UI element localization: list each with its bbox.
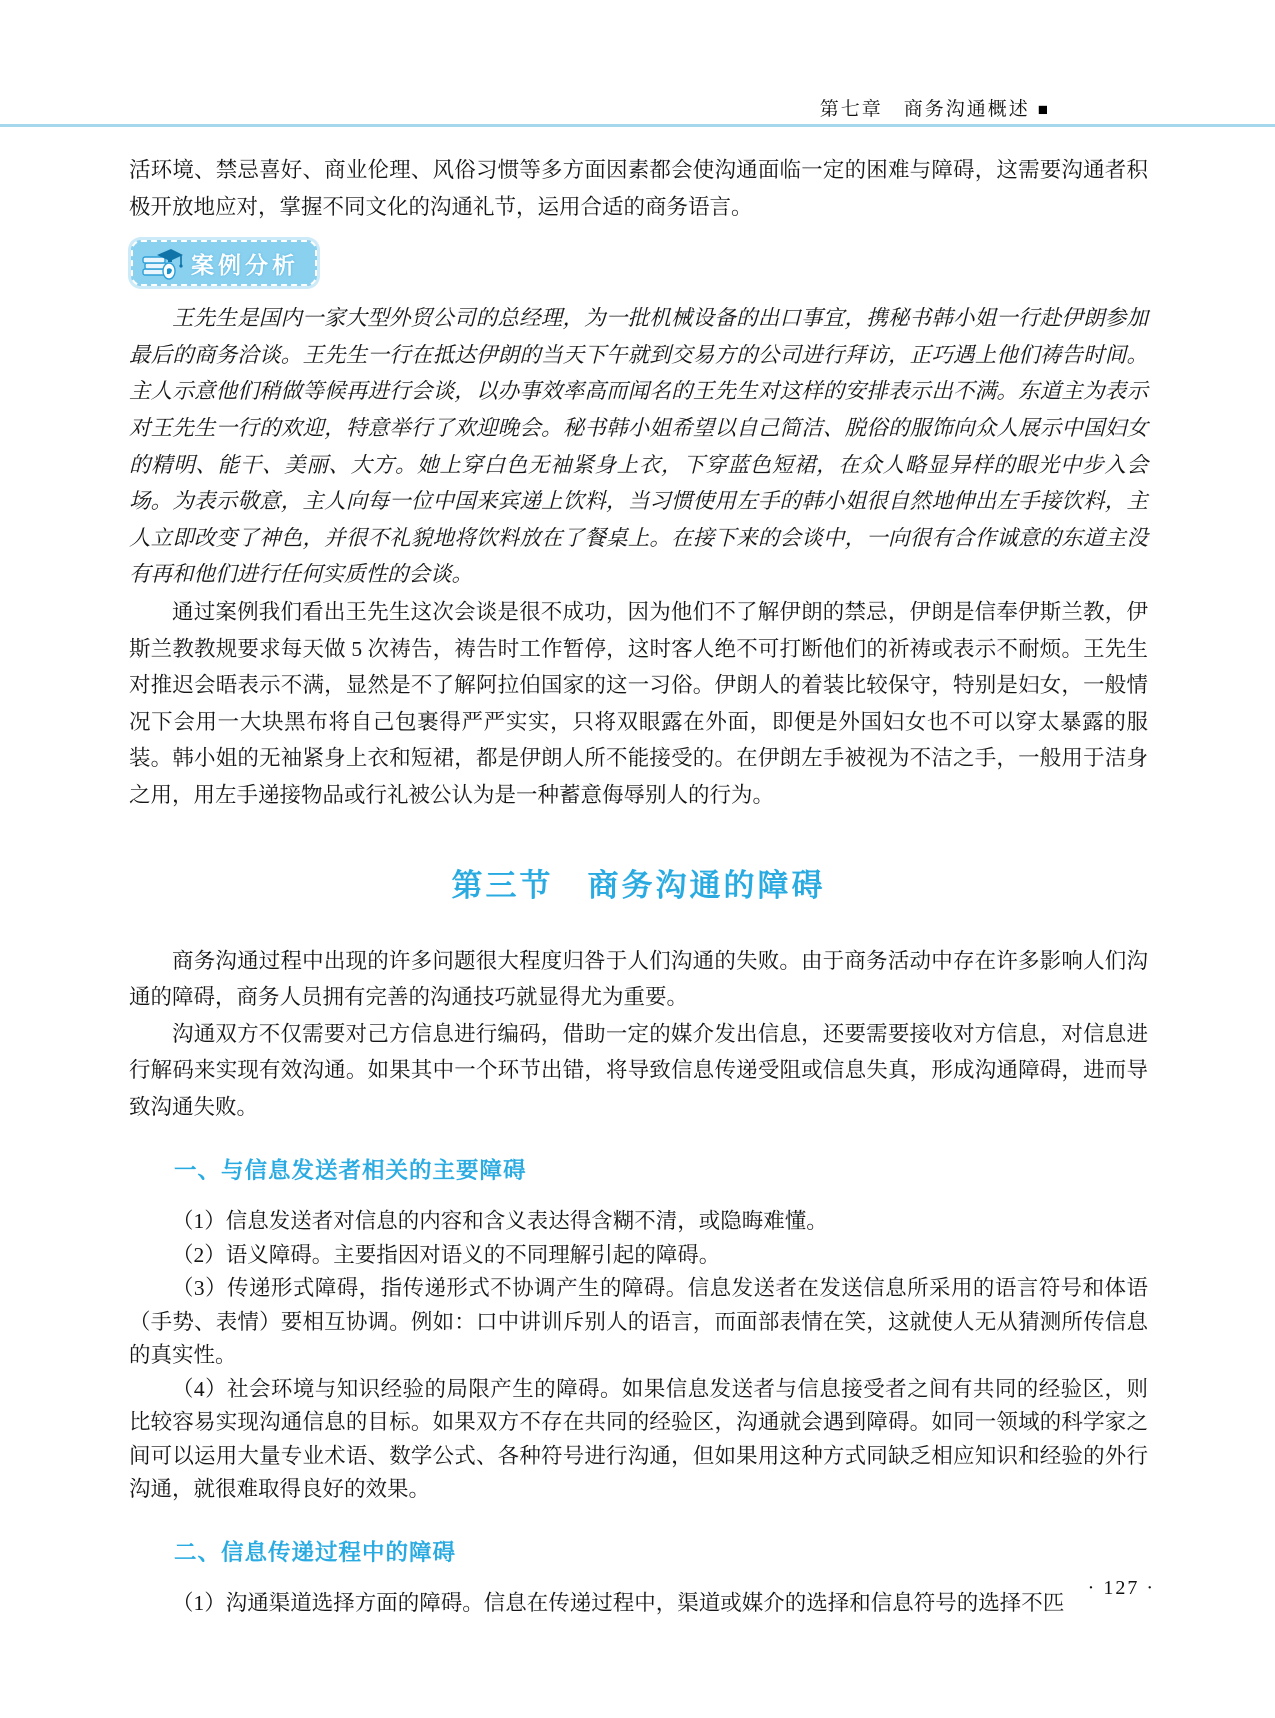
subheading-sender-barriers: 一、与信息发送者相关的主要障碍 <box>174 1158 527 1184</box>
list-item: （4）社会环境与知识经验的局限产生的障碍。如果信息发送者与信息接受者之间有共同的经验区，则比较容易实现沟通信息的目标。如果双方不存在共同的经验区，沟通就会遇到障碍。如同一领域的科学家之间可以运用大量专业术语、数学公式、各种符号进行沟通，但如果用这种方式同缺乏相应知识和经验的外行沟通，就很难取得良好的效果。 <box>129 1376 1148 1502</box>
section-paragraph: 商务沟通过程中出现的许多问题很大程度归咎于人们沟通的失败。由于商务活动中存在许多影响人们沟通的障碍，商务人员拥有完善的沟通技巧就显得尤为重要。 <box>129 948 1148 1010</box>
case-analysis-badge <box>131 240 317 286</box>
subheading-transmission-barriers: 二、信息传递过程中的障碍 <box>174 1539 457 1565</box>
list-item: （1）信息发送者对信息的内容和含义表达得含糊不清，或隐晦难懂。 <box>172 1209 828 1234</box>
page-content <box>129 152 1148 1620</box>
books-graduation-cap-icon <box>141 245 183 281</box>
case-analysis-badge-label: 案例分析 <box>191 251 299 278</box>
chapter-title: 第七章 商务沟通概述 <box>819 99 1030 120</box>
case-story-paragraph: 王先生是国内一家大型外贸公司的总经理，为一批机械设备的出口事宜，携秘书韩小姐一行赴伊朗参加最后的商务洽谈。王先生一行在抵达伊朗的当天下午就到交易方的公司进行拜访，正巧遇上他们祷告时间。主人示意他们稍做等候再进行会谈，以办事效率高而闻名的王先生对这样的安排表示出不满。东道主为表示对王先生一行的欢迎，特意举行了欢迎晚会。秘书韩小姐希望以自己简洁、脱俗的服饰向众人展示中国妇女的精明、能干、美丽、大方。她上穿白色无袖紧身上衣，下穿蓝色短裙，在众人略显异样的眼光中步入会场。为表示敬意，主人向每一位中国来宾递上饮料，当习惯使用左手的韩小姐很自然地伸出左手接饮料，主人立即改变了神色，并很不礼貌地将饮料放在了餐桌上。在接下来的会谈中，一向很有合作诚意的东道主没有再和他们进行任何实质性的会谈。 <box>129 306 1148 587</box>
chapter-marker-square: ■ <box>1037 100 1050 119</box>
section-title: 第三节 商务沟通的障碍 <box>451 867 826 903</box>
header-rule <box>0 124 1275 127</box>
case-analysis-paragraph: 通过案例我们看出王先生这次会谈是很不成功，因为他们不了解伊朗的禁忌，伊朗是信奉伊斯兰教，伊斯兰教教规要求每天做 5 次祷告，祷告时工作暂停，这时客人绝不可打断他们的祈祷或表示不耐烦。王先生对推迟会晤表示不满，显然是不了解阿拉伯国家的这一习俗。伊朗人的着装比较保守，特别是妇女，一般情况下会用一大块黑布将自己包裹得严严实实，只将双眼露在外面，即便是外国妇女也不可以穿太暴露的服装。韩小姐的无袖紧身上衣和短裙，都是伊朗人所不能接受的。在伊朗左手被视为不洁之手，一般用于洁身之用，用左手递接物品或行礼被公认为是一种蓄意侮辱别人的行为。 <box>129 599 1148 807</box>
section-paragraph: 沟通双方不仅需要对己方信息进行编码，借助一定的媒介发出信息，还要需要接收对方信息，对信息进行解码来实现有效沟通。如果其中一个环节出错，将导致信息传递受阻或信息失真，形成沟通障碍，进而导致沟通失败。 <box>129 1021 1148 1119</box>
list-item: （3）传递形式障碍，指传递形式不协调产生的障碍。信息发送者在发送信息所采用的语言符号和体语（手势、表情）要相互协调。例如：口中讲训斥别人的语言，而面部表情在笑，这就使人无从猜测所传信息的真实性。 <box>129 1276 1148 1368</box>
list-item: （1）沟通渠道选择方面的障碍。信息在传递过程中，渠道或媒介的选择和信息符号的选择不匹 <box>172 1590 1065 1615</box>
list-item: （2）语义障碍。主要指因对语义的不同理解引起的障碍。 <box>172 1242 721 1267</box>
page-number: · 127 · <box>1087 1577 1155 1599</box>
intro-paragraph: 活环境、禁忌喜好、商业伦理、风俗习惯等多方面因素都会使沟通面临一定的困难与障碍，这需要沟通者积极开放地应对，掌握不同文化的沟通礼节，运用合适的商务语言。 <box>129 158 1148 219</box>
chapter-running-head <box>0 94 1050 121</box>
